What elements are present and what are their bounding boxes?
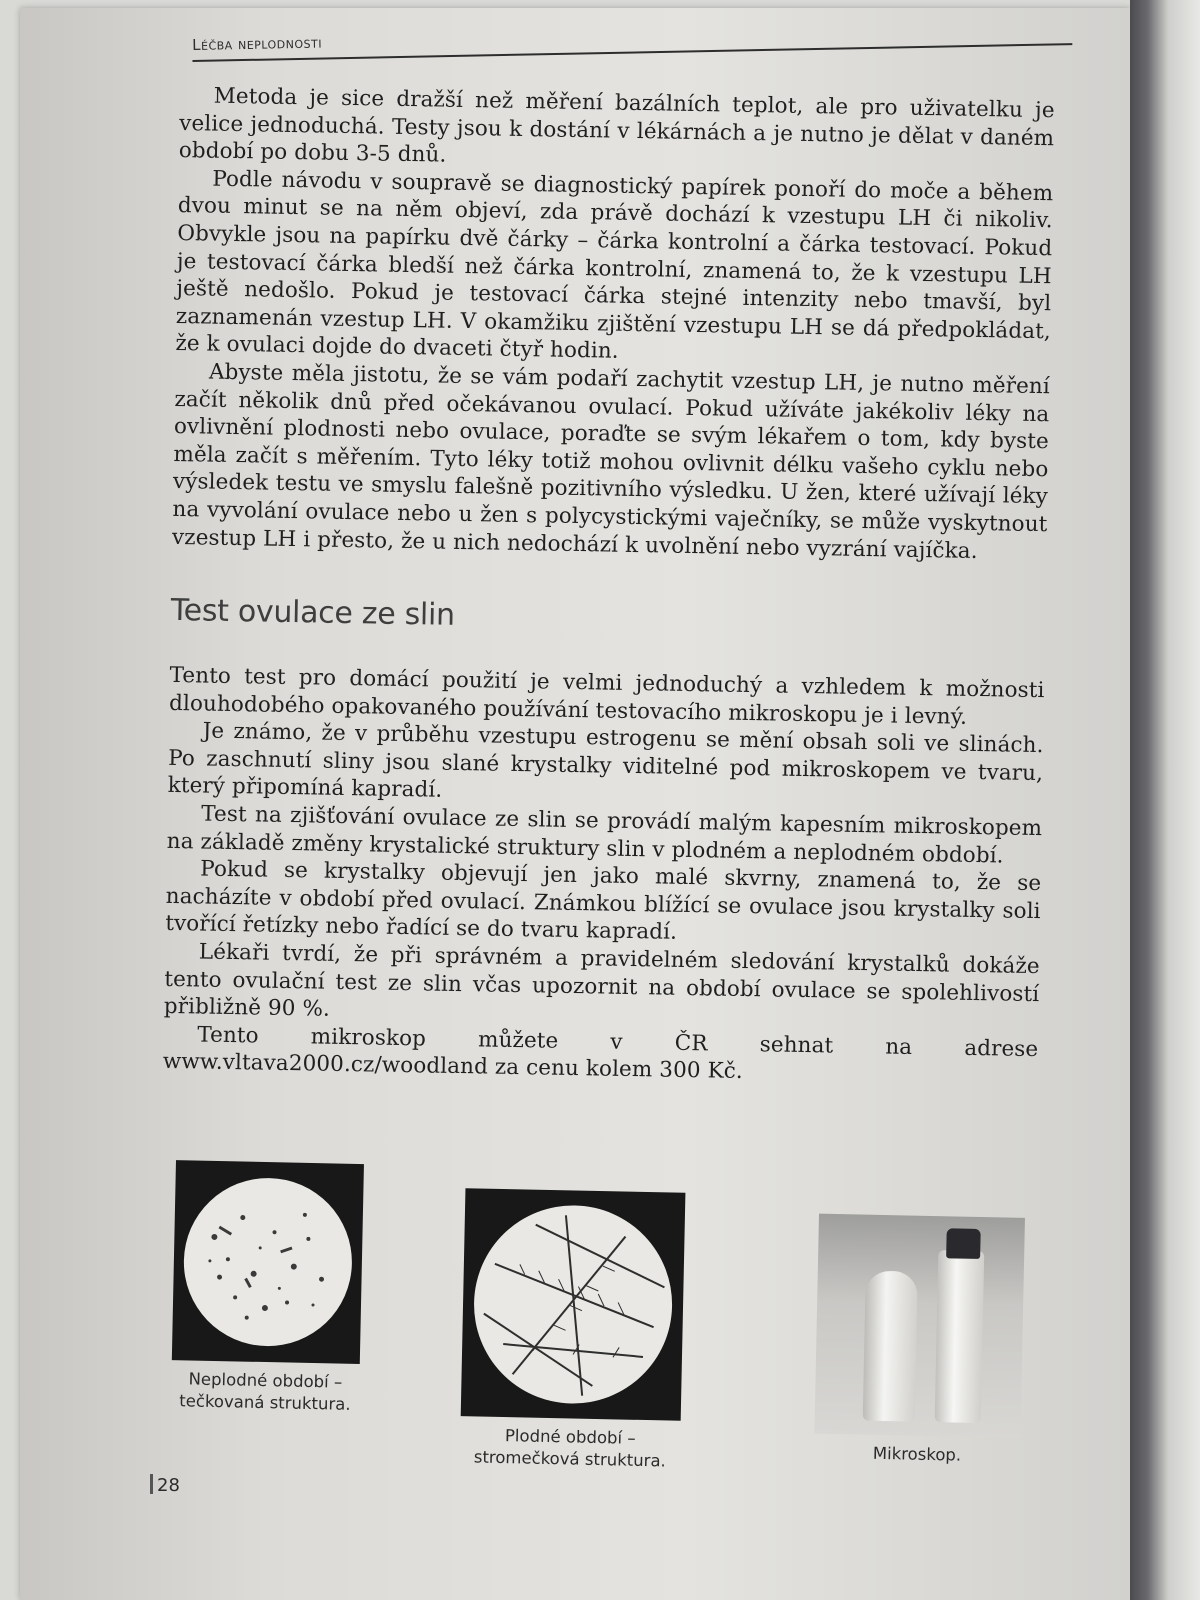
figure-row [162, 1160, 1069, 1539]
figure-caption [171, 1368, 360, 1416]
main-text [163, 82, 1055, 1091]
caption-line: tečkovaná struktura. [179, 1391, 351, 1414]
microscope-case [935, 1250, 985, 1423]
figure-caption [814, 1442, 1020, 1468]
page-number-marker [150, 1474, 153, 1494]
paragraph: Tento test pro domácí použití je velmi jednoduchý a vzhledem k možnosti dlouhodobého opakovaného používání testovacího mikroskopu je i levný. [168, 663, 1045, 730]
paragraph: Je známo, že v průběhu vzestupu estrogenu se mění obsah soli ve slinách. Po zaschnutí sliny jsou slané krystalky viditelné pod mikroskopem ve tvaru, který připomíná kapradí. [167, 718, 1044, 804]
caption-line: Neplodné období – [188, 1369, 343, 1392]
paragraph: Test na zjišťování ovulace ze slin se provádí malým kapesním mikroskopem na základě změny krystalické struktury slin v plodném a neplodném období. [166, 801, 1043, 869]
page-number [150, 1474, 180, 1496]
section-heading: Test ovulace ze slin [170, 593, 456, 633]
paragraph: Podle návodu v soupravě se diagnostický papírek ponoří do moče a během dvou minut se na něm objeví, zda právě dochází k vzestupu LH či nikoliv. Obvykle jsou na papírku dvě čárky – čárka kontrolní a čárka testovací. Pokud je testovací čárka bledší než čárka kontrolní, znamená to, že k vzestupu LH ještě nedošlo. Pokud je testovací čárka stejné intenzity nebo tmavší, byl zaznamenán vzestup LH. V okamžiku zjištění vzestupu LH se dá předpokládat, že k ovulaci dojde do dvaceti čtyř hodin. [175, 166, 1054, 365]
caption-line: stromečková struktura. [473, 1447, 667, 1471]
dotted-crystal-pattern-icon [182, 1176, 353, 1347]
caption-line: Mikroskop. [872, 1443, 962, 1465]
paragraph: Lékaři tvrdí, že při správném a pravidelném sledování krystalků dokáže tento ovulační test ze slin včas upozornit na období ovulace se spolehlivostí přibližně 90 %. [163, 939, 1040, 1022]
figure-microscope [814, 1214, 1025, 1468]
figure-infertile [171, 1160, 364, 1416]
microscope-body [863, 1271, 918, 1422]
pocket-microscope-photo-icon [814, 1214, 1025, 1438]
fern-crystal-pattern-icon [472, 1203, 674, 1405]
microscope-cap [946, 1228, 981, 1259]
running-title: Léčba neplodnosti [192, 33, 323, 54]
page-gutter-shadow [1130, 0, 1200, 1600]
paragraph: Abyste měla jistotu, že se vám podaří zachytit vzestup LH, je nutno měření začít několik dnů před očekávanou ovulací. Pokud užíváte jakékoliv léky na ovlivnění plodnosti nebo ovulace, poraďte se svým lékařem o tom, kdy byste měla začít s měřením. Tyto léky totiž mohou ovlivnit délku vašeho cyklu nebo výsledek testu ve smyslu falešně pozitivního výsledku. U žen, které užívají léky na vyvolání ovulace nebo u žen s polycystickými vaječníky, se může vyskytnout vzestup LH i přesto, že u nich nedochází k uvolnění nebo vyzrání vajíčka. [171, 359, 1051, 564]
figure-fertile [460, 1188, 686, 1473]
paragraph: Metoda je sice dražší než měření bazálních teplot, ale pro uživatelku je velice jednoduchá. Testy jsou k dostání v lékárnách a je nutno je dělat v daném období po dobu 3-5 dnů. [178, 83, 1055, 168]
page-number-text: 28 [157, 1475, 180, 1496]
micrograph-frame [461, 1188, 686, 1421]
paragraph: Pokud se krystalky objevují jen jako malé skvrny, znamená to, že se nacházíte v období před ovulací. Známkou blížící se ovulace jsou krystalky soli tvořící řetízky nebo řadící se do tvaru kapradí. [165, 856, 1042, 946]
caption-line: Plodné období – [504, 1426, 636, 1448]
micrograph-frame [172, 1160, 364, 1364]
figure-caption [460, 1424, 681, 1473]
paragraph: Tento mikroskop můžete v ČR sehnat na adrese www.vltava2000.cz/woodland za cenu kolem 300 Kč. [162, 1022, 1039, 1085]
